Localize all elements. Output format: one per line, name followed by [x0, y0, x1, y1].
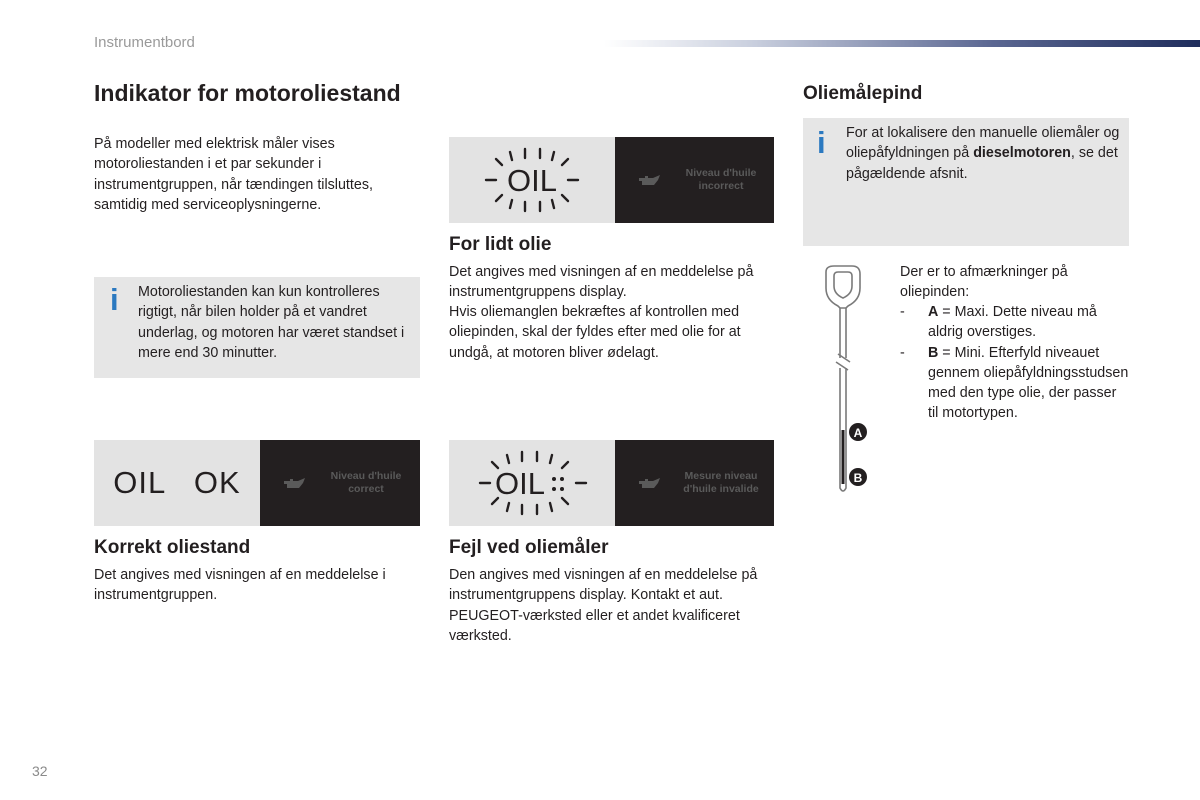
- message-display-dark: [615, 440, 774, 526]
- oil-ok-light-panel: [94, 440, 260, 526]
- info-note-box: [94, 277, 420, 378]
- oil-can-icon: [637, 173, 663, 187]
- dipstick-marks-list: [900, 302, 1130, 424]
- dipstick-illustration: [808, 262, 888, 498]
- low-oil-display-panel: [449, 137, 774, 223]
- mark-a-text: = Maxi. Dette niveau må aldrig overstiges.: [928, 304, 1097, 341]
- dipstick-info-box: [803, 118, 1129, 246]
- page-number: 32: [32, 763, 48, 779]
- ok-oil-display-panel: [94, 440, 420, 526]
- list-dash: -: [900, 344, 905, 361]
- oil-fault-blinking-icon: [462, 448, 602, 518]
- message-display-dark: [260, 440, 420, 526]
- info-icon: i: [110, 282, 119, 317]
- korrekt-oliestand-text: Det angives med visningen af en meddelelse i instrumentgruppen.: [94, 567, 386, 604]
- oil-blinking-icon: [472, 145, 592, 215]
- fault-oil-display-panel: [449, 440, 774, 526]
- oil-ok-light-text: OIL OK: [113, 465, 241, 500]
- oil-warning-light-panel: [449, 137, 615, 223]
- oil-message-text: Mesure niveau d'huile invalide: [683, 470, 759, 495]
- for-lidt-olie-text-2: Hvis oliemanglen bekræftes af kontrollen med oliepinden, skal der fyldes efter med olie for at undgå, at motoren bliver ødelagt.: [449, 304, 741, 361]
- oil-fault-light-panel: [449, 440, 615, 526]
- dipstick-mark-a-item: [900, 302, 1130, 343]
- section-title-fejl-ved-oliemaaler: Fejl ved oliemåler: [449, 537, 609, 558]
- section-title-korrekt-oliestand: Korrekt oliestand: [94, 537, 251, 558]
- dipstick-mark-b-item: [900, 343, 1130, 424]
- for-lidt-olie-text-1: Det angives med visningen af en meddelelse på instrumentgruppens display.: [449, 264, 754, 301]
- oil-fault-light-text: OIL: [495, 466, 545, 501]
- header-gradient-bar: [604, 40, 1200, 47]
- info-icon: i: [817, 125, 826, 160]
- section-header-label: Instrumentbord: [94, 34, 195, 51]
- dipstick-mark-b-label: B: [853, 471, 863, 485]
- message-display-dark: [615, 137, 774, 223]
- oil-light-text: OIL: [507, 163, 557, 198]
- info-note-text: Motoroliestanden kan kun kontrolleres rigtigt, når bilen holder på et vandret underlag, og motoren har været standset i mere end 30 minutter.: [138, 284, 405, 361]
- section-title-for-lidt-olie: For lidt olie: [449, 234, 552, 255]
- dipstick-marks-intro: Der er to afmærkninger på oliepinden:: [900, 264, 1068, 301]
- page-title: Indikator for motoroliestand: [94, 80, 401, 106]
- mark-b-letter: B: [928, 344, 939, 361]
- dipstick-info-text-part1: For at lokalisere den manuelle oliemåler og oliepåfyldningen på: [846, 125, 1120, 162]
- section-title-oliemaalepind: Oliemålepind: [803, 83, 923, 104]
- oil-can-icon: [282, 476, 308, 490]
- dipstick-info-text-bold: dieselmotoren: [973, 145, 1071, 162]
- oil-can-icon: [637, 476, 663, 490]
- dipstick-info-text-part2: , se det pågældende afsnit.: [846, 145, 1118, 182]
- dipstick-mark-a-label: A: [853, 426, 863, 440]
- intro-paragraph: På modeller med elektrisk måler vises motoroliestanden i et par sekunder i instrumentgruppen, når tændingen tilsluttes, samtidig med serviceoplysningerne.: [94, 136, 373, 213]
- mark-b-text: = Mini. Efterfyld niveauet gennem oliepåfyldningsstudsen med den type olie, der passer til motortypen.: [928, 344, 1129, 422]
- mark-a-letter: A: [928, 304, 939, 320]
- oil-message-text: Niveau d'huile correct: [330, 470, 402, 495]
- list-dash: -: [900, 304, 905, 320]
- oil-message-text: Niveau d'huile incorrect: [685, 167, 757, 192]
- dipstick-info-text: [846, 123, 1124, 184]
- fejl-ved-oliemaaler-text: Den angives med visningen af en meddelelse på instrumentgruppens display. Kontakt et aut. PEUGEOT-værksted eller et andet kvalificeret værksted.: [449, 567, 758, 644]
